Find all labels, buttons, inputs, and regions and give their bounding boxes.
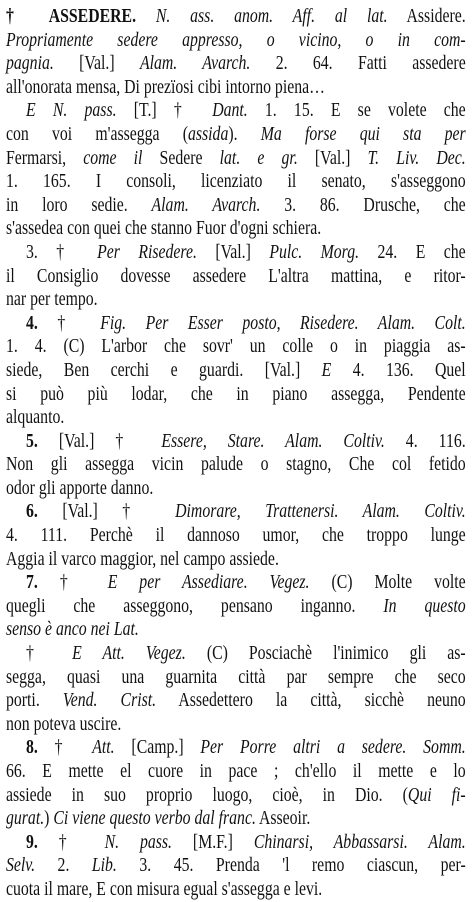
text-run: 4. 136. Quel: [331, 358, 466, 381]
italic-text: Lib.: [91, 854, 117, 877]
text-run: segga, quasi una guarnita città par sempre che seco: [6, 665, 466, 688]
text-run: 4. 116.: [384, 429, 466, 452]
text-run: [136, 5, 156, 27]
text-run: (C) Posciachè l'inimico gli as-: [185, 642, 466, 665]
text-run: [Camp.]: [114, 736, 201, 759]
text-line: [6, 123, 466, 147]
text-line: [6, 713, 466, 737]
bold-text: 7.: [26, 571, 38, 594]
text-line: [6, 312, 466, 336]
text-line: [6, 29, 466, 53]
text-run: 2. 64. Fatti assedere: [250, 52, 466, 75]
text-run: con voi m'assegga (: [6, 122, 188, 145]
italic-text: gurat.: [6, 807, 45, 830]
italic-text: senso è anco nei Lat.: [6, 618, 139, 641]
dictionary-entry: [6, 5, 466, 902]
text-line: [6, 406, 466, 430]
text-run: 1. 165. I consoli, licenziato il senato, s'asseggono: [6, 170, 466, 193]
text-line: [6, 642, 466, 666]
italic-text: E per Assediare. Vegez.: [107, 571, 310, 594]
bold-text: 4.: [26, 311, 38, 334]
italic-text: Essere, Stare. Alam. Coltiv.: [161, 429, 385, 452]
bold-text: 8.: [26, 736, 38, 759]
text-run: Non gli assegga vicin palude o stagno, Che col fetido: [6, 453, 466, 476]
text-run: il Consiglio dovesse assedere L'altra mattina, e ritor-: [6, 264, 466, 287]
text-run: [Val.] †: [37, 429, 162, 452]
text-line: [6, 618, 466, 642]
text-run: (C) Molte volte: [309, 571, 466, 594]
text-line: [6, 666, 466, 690]
text-line: [6, 807, 466, 831]
text-run: all'onorata mensa, Di prezïosi cibi intorno piena…: [6, 75, 325, 98]
text-line: [6, 477, 466, 501]
text-run: s'assedea con quei che stanno Fuor d'ogni schiera.: [6, 217, 322, 240]
text-run: nar per tempo.: [6, 288, 98, 311]
text-run: 66. E mette el cuore in pace ; ch'ello il mette e lo: [6, 760, 466, 782]
text-line: [6, 194, 466, 218]
italic-text: Propriamente sedere appresso, o vicino, o in com-: [6, 28, 466, 51]
text-run: ).: [228, 122, 261, 145]
text-run: †: [37, 571, 108, 594]
text-run: 4. 111. Perchè il dannoso umor, che troppo lunge: [6, 524, 466, 547]
italic-text: In questo: [383, 594, 466, 617]
italic-text: Per Porre altri a sedere. Somm.: [200, 736, 466, 759]
italic-text: N. ass. anom. Aff. al lat.: [155, 5, 388, 27]
text-line: [6, 288, 466, 312]
text-line: [6, 831, 466, 855]
italic-text: Ci viene questo verbo dal franc.: [53, 807, 256, 830]
text-line: [6, 52, 466, 76]
text-line: [6, 736, 466, 760]
text-line: [6, 878, 466, 902]
italic-text: Pulc. Morg.: [269, 240, 360, 263]
text-run: assiede in suo proprio luogo, cioè, in Dio. (: [6, 783, 408, 806]
text-run: [Val.] †: [37, 500, 176, 523]
italic-text: E N. pass.: [26, 99, 117, 122]
text-run: [M.F.]: [172, 830, 254, 853]
text-line: [6, 854, 466, 878]
italic-text: Alam. Avarch.: [151, 193, 261, 216]
italic-text: Alam. Avarch.: [139, 52, 251, 75]
text-run: si può più lodar, che in piano assegga, Pendente: [6, 382, 466, 405]
text-run: 3. 86. Drusche, che: [260, 193, 466, 216]
text-line: [6, 784, 466, 808]
italic-text: E: [321, 358, 332, 381]
text-run: [Val.]: [196, 240, 270, 263]
text-run: 2.: [35, 854, 92, 877]
text-line: [6, 383, 466, 407]
text-line: [6, 359, 466, 383]
text-line: [6, 595, 466, 619]
text-line: [6, 265, 466, 289]
text-run: Sedere: [142, 146, 220, 169]
italic-text: T. Liv. Dec.: [367, 146, 466, 169]
italic-text: lat. e gr.: [219, 146, 298, 169]
text-run: [Val.]: [53, 52, 140, 75]
italic-text: Fig. Per Esser posto, Risedere. Alam. Colt.: [100, 311, 466, 334]
text-run: †: [37, 736, 93, 759]
text-line: [6, 76, 466, 100]
text-run: 3. †: [26, 240, 98, 263]
italic-text: E Att. Vegez.: [72, 642, 186, 665]
text-run: ): [44, 807, 54, 830]
italic-text: Vend. Crist.: [62, 689, 157, 712]
text-run: Assidere.: [387, 5, 466, 27]
text-run: 1. 15. E se volete che: [247, 99, 466, 122]
text-run: siede, Ben cerchi e guardi. [Val.]: [6, 358, 322, 381]
text-line: [6, 147, 466, 171]
text-run: Asseoir.: [255, 807, 311, 830]
text-run: †: [37, 311, 101, 334]
text-run: [T.] †: [116, 99, 213, 122]
bold-text: 6.: [26, 500, 38, 523]
bold-text: 9.: [26, 830, 38, 853]
italic-text: Chinarsi, Abbassarsi. Alam.: [253, 830, 466, 853]
text-line: [6, 5, 466, 29]
italic-text: Qui fi-: [407, 783, 466, 806]
bold-text: † ASSEDERE.: [6, 5, 137, 27]
text-run: in loro sedie.: [6, 193, 152, 216]
text-run: 24. E che: [359, 240, 466, 263]
text-line: [6, 689, 466, 713]
italic-text: Selv.: [6, 854, 36, 877]
text-run: 1. 4. (C) L'arbor che sovr' un colle o in piaggia as-: [6, 335, 466, 358]
text-line: [6, 170, 466, 194]
text-line: [6, 335, 466, 359]
text-run: †: [37, 830, 105, 853]
text-run: 3. 45. Prenda 'l remo ciascun, per-: [116, 854, 466, 877]
italic-text: Dimorare, Trattenersi. Alam. Coltiv.: [175, 500, 466, 523]
text-line: [6, 430, 466, 454]
text-run: †: [26, 642, 73, 665]
bold-text: 5.: [26, 429, 38, 452]
text-line: [6, 453, 466, 477]
italic-text: N. pass.: [104, 830, 173, 853]
italic-text: pagnia.: [6, 52, 54, 75]
text-run: Fermarsi,: [6, 146, 84, 169]
italic-text: Per Risedere.: [97, 240, 197, 263]
italic-text: Dant.: [212, 99, 248, 122]
text-line: [6, 217, 466, 241]
text-run: [Val.]: [297, 146, 368, 169]
text-run: non poteva uscire.: [6, 712, 122, 735]
text-line: [6, 99, 466, 123]
text-line: [6, 524, 466, 548]
text-line: [6, 571, 466, 595]
text-run: porti.: [6, 689, 63, 712]
italic-text: come il: [83, 146, 143, 169]
text-line: [6, 760, 466, 784]
italic-text: Att.: [92, 736, 115, 759]
text-run: odor gli apporte danno.: [6, 476, 154, 499]
italic-text: Ma forse qui sta per: [260, 122, 466, 145]
text-run: Assedettero la città, sicchè neuno: [156, 689, 466, 712]
text-line: [6, 241, 466, 265]
text-line: [6, 500, 466, 524]
text-run: alquanto.: [6, 406, 65, 429]
text-run: cuota il mare, E con misura egual s'assegga e levi.: [6, 877, 323, 900]
text-run: quegli che asseggono, pensano inganno.: [6, 594, 384, 617]
text-run: Aggia il varco maggior, nel campo assiede.: [6, 547, 279, 570]
italic-text: assida: [187, 122, 229, 145]
text-line: [6, 548, 466, 572]
